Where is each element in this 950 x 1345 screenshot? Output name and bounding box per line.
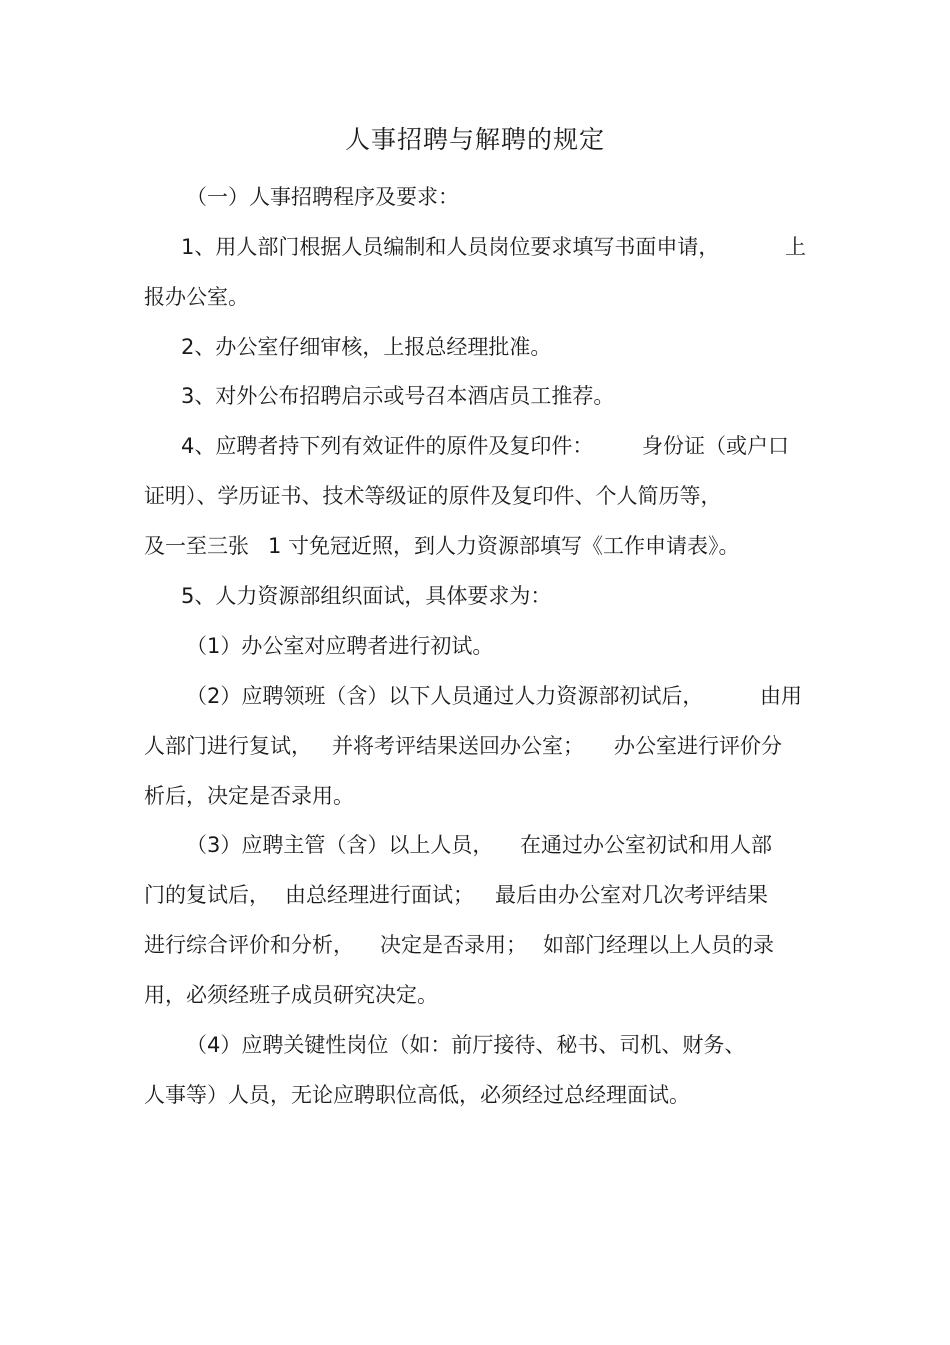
subitem-3-line-4: 用，必须经班子成员研究决定。 [144, 983, 438, 1007]
subitem-2-line-2c: 办公室进行评价分 [614, 734, 782, 758]
item-4-line-3b: 1 寸免冠近照，到人力资源部填写《工作申请表》。 [268, 534, 740, 558]
subitem-3-line-2c: 最后由办公室对几次考评结果 [495, 883, 768, 907]
item-4-line-2: 证明）、学历证书、技术等级证的原件及复印件、个人简历等， [144, 484, 722, 508]
subitem-2-line-2a: 人部门进行复试， [144, 734, 312, 758]
subitem-2-line-2b: 并将考评结果送回办公室； [332, 734, 584, 758]
subitem-1-line-1: （1）办公室对应聘者进行初试。 [186, 634, 494, 658]
item-5-line-1: 5、人力资源部组织面试，具体要求为： [181, 584, 552, 608]
subitem-3-line-3a: 进行综合评价和分析， [144, 933, 354, 957]
subitem-3-line-3c: 如部门经理以上人员的录 [543, 933, 774, 957]
subitem-2-line-1: （2）应聘领班（含）以下人员通过人力资源部初试后， [186, 684, 704, 708]
subitem-2-line-3: 析后，决定是否录用。 [144, 784, 354, 808]
item-1-line-2: 报办公室。 [144, 285, 249, 309]
document-title: 人事招聘与解聘的规定 [344, 125, 605, 154]
subitem-2-line-1-end: 由用 [760, 684, 802, 708]
subitem-3-line-2a: 门的复试后， [144, 883, 270, 907]
item-4-line-3a: 及一至三张 [144, 534, 249, 558]
subitem-3-line-1a: （3）应聘主管（含）以上人员， [186, 833, 494, 857]
item-2-line-1: 2、办公室仔细审核，上报总经理批准。 [181, 335, 552, 359]
item-1-line-1: 1、用人部门根据人员编制和人员岗位要求填写书面申请， [181, 235, 720, 259]
subitem-4-line-1: （4）应聘关键性岗位（如：前厅接待、秘书、司机、财务、 [186, 1033, 746, 1057]
subitem-3-line-2b: 由总经理进行面试； [285, 883, 474, 907]
item-1-line-1-end: 上 [785, 235, 806, 259]
subitem-4-line-2: 人事等）人员，无论应聘职位高低，必须经过总经理面试。 [144, 1083, 690, 1107]
section-heading: （一）人事招聘程序及要求： [186, 185, 459, 209]
item-4-line-1-end: 身份证（或户口 [642, 434, 789, 458]
subitem-3-line-3b: 决定是否录用； [380, 933, 527, 957]
item-4-line-1: 4、应聘者持下列有效证件的原件及复印件： [181, 434, 594, 458]
item-3-line-1: 3、对外公布招聘启示或号召本酒店员工推荐。 [181, 384, 615, 408]
subitem-3-line-1b: 在通过办公室初试和用人部 [520, 833, 772, 857]
